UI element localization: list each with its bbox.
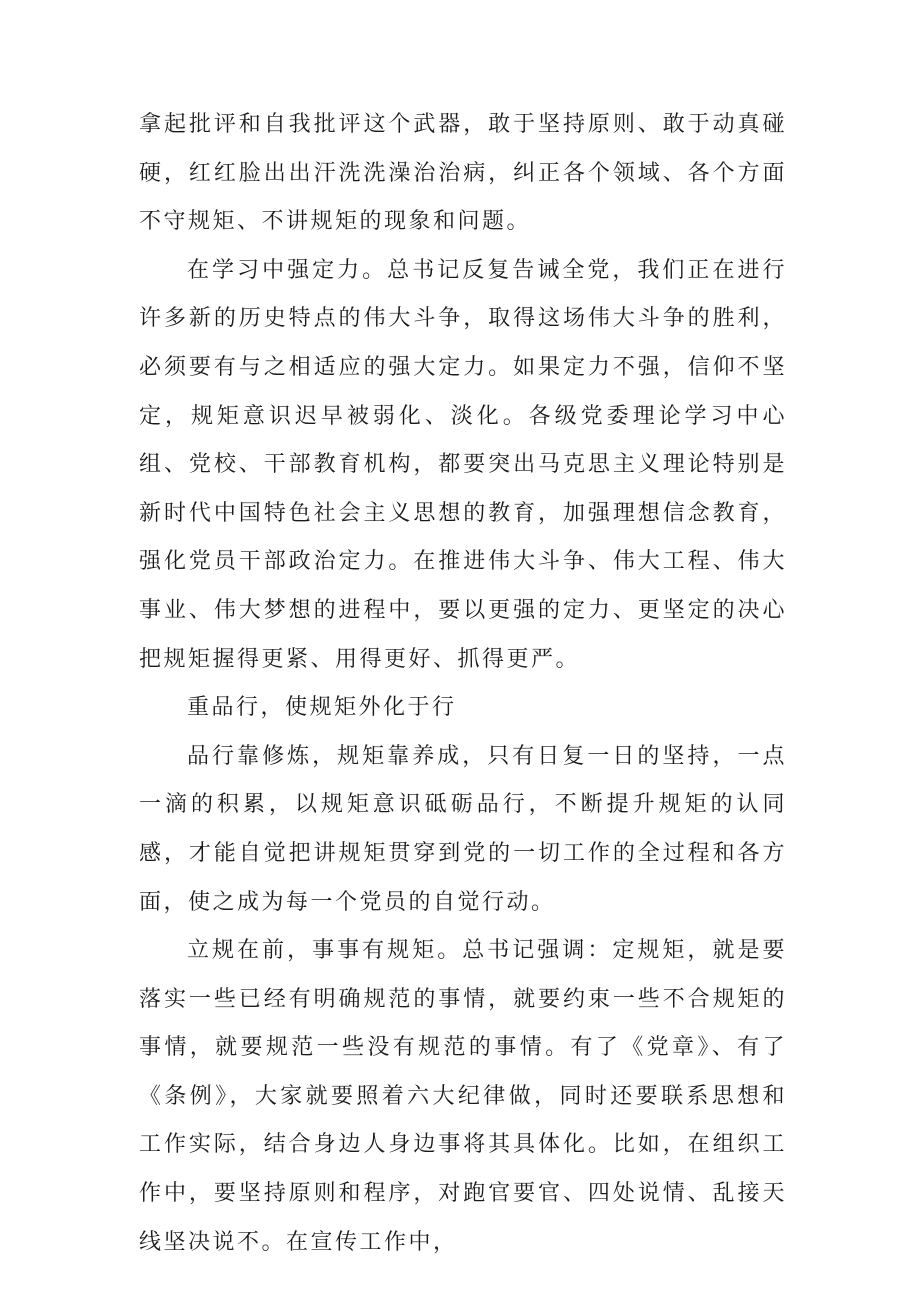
document-body — [139, 101, 787, 1267]
paragraph-strengthen-resolve: 在学习中强定力。总书记反复告诫全党，我们正在进行许多新的历史特点的伟大斗争，取得这场伟大斗争的胜利，必须要有与之相适应的强大定力。如果定力不强，信仰不坚定，规矩意识迟早被弱化、淡化。各级党委理论学习中心组、党校、干部教育机构，都要突出马克思主义理论特别是新时代中国特色社会主义思想的教育，加强理想信念教育，强化党员干部政治定力。在推进伟大斗争、伟大工程、伟大事业、伟大梦想的进程中，要以更强的定力、更坚定的决心把规矩握得更紧、用得更好、抓得更严。 — [139, 257, 787, 672]
paragraph-rules-first: 立规在前，事事有规矩。总书记强调：定规矩，就是要落实一些已经有明确规范的事情，就要约束一些不合规矩的事情，就要规范一些没有规范的事情。有了《党章》、有了《条例》，大家就要照着六大纪律做，同时还要联系思想和工作实际，结合身边人身边事将其具体化。比如，在组织工作中，要坚持原则和程序，对跑官要官、四处说情、乱接天线坚决说不。在宣传工作中， — [139, 938, 787, 1255]
section-heading: 重品行，使规矩外化于行 — [187, 695, 457, 721]
paragraph-continuation: 拿起批评和自我批评这个武器，敢于坚持原则、敢于动真碰硬，红红脸出出汗洗洗澡治治病，纠正各个领域、各个方面不守规矩、不讲规矩的现象和问题。 — [139, 112, 787, 235]
paragraph-conduct: 品行靠修炼，规矩靠养成，只有日复一日的坚持，一点一滴的积累，以规矩意识砥砺品行，不断提升规矩的认同感，才能自觉把讲规矩贯穿到党的一切工作的全过程和各方面，使之成为每一个党员的自觉行动。 — [139, 743, 787, 915]
